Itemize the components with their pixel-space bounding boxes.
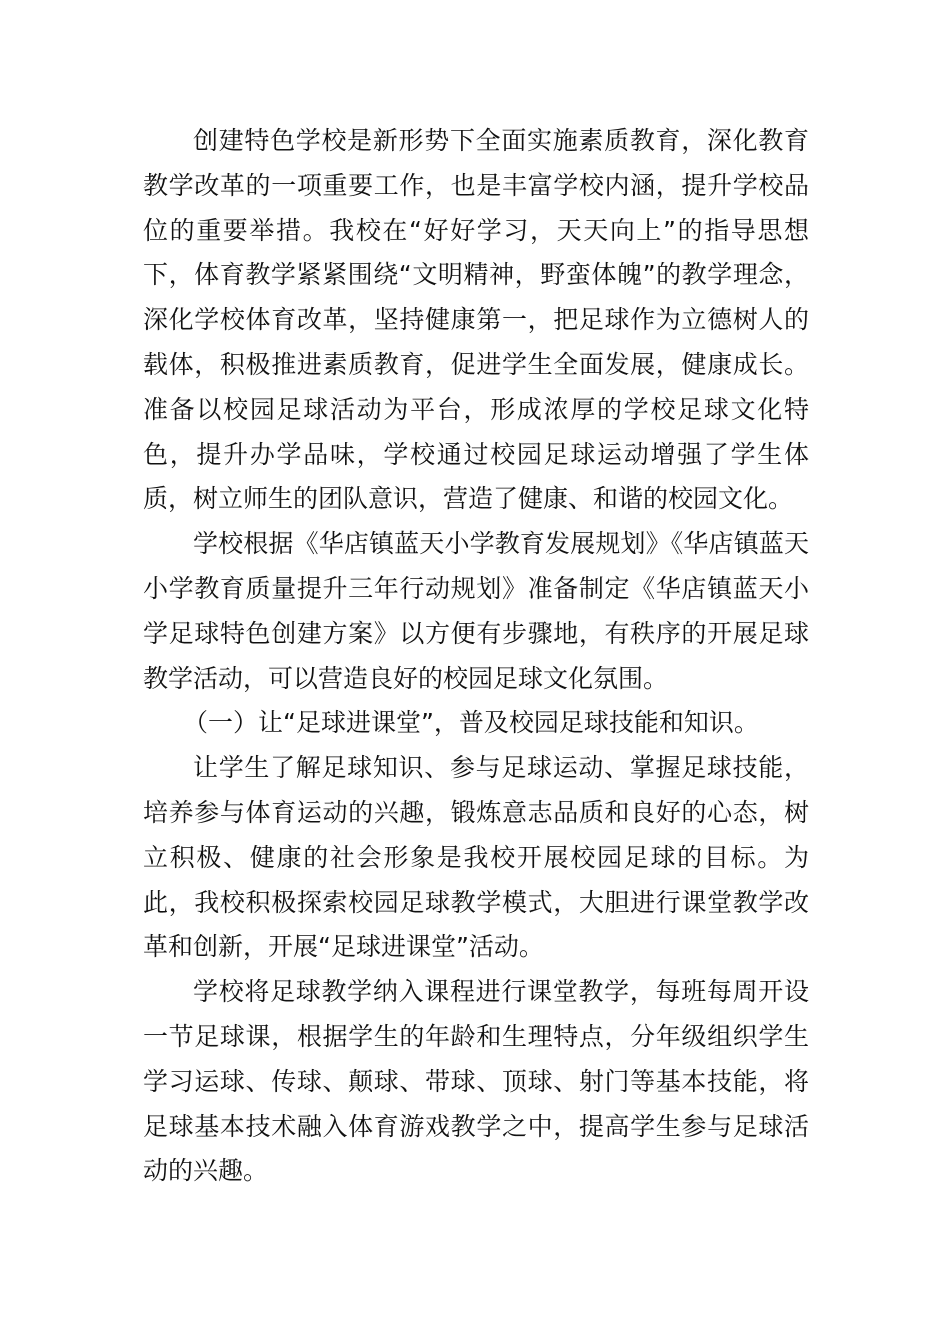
- paragraph-goals: 让学生了解足球知识、参与足球运动、掌握足球技能，培养参与体育运动的兴趣，锻炼意志品质和良好的心态，树立积极、健康的社会形象是我校开展校园足球的目标。为此，我校积极探索校园足球教学模式，大胆进行课堂教学改革和创新，开展“足球进课堂”活动。: [143, 753, 809, 962]
- paragraph-plan: 学校根据《华店镇蓝天小学教育发展规划》《华店镇蓝天小学教育质量提升三年行动规划》准备制定《华店镇蓝天小学足球特色创建方案》以方便有步骤地，有秩序的开展足球教学活动，可以营造良好的校园足球文化氛围。: [143, 529, 809, 693]
- document-body: [143, 119, 809, 1194]
- section-heading: （一）让“足球进课堂”，普及校园足球技能和知识。: [183, 708, 759, 738]
- paragraph-curriculum: 学校将足球教学纳入课程进行课堂教学，每班每周开设一节足球课，根据学生的年龄和生理特点，分年级组织学生学习运球、传球、颠球、带球、顶球、射门等基本技能，将足球基本技术融入体育游戏教学之中，提高学生参与足球活动的兴趣。: [143, 977, 809, 1186]
- paragraph-intro: 创建特色学校是新形势下全面实施素质教育，深化教育教学改革的一项重要工作，也是丰富学校内涵，提升学校品位的重要举措。我校在“好好学习，天天向上”的指导思想下，体育教学紧紧围绕“文明精神，野蛮体魄”的教学理念，深化学校体育改革，坚持健康第一，把足球作为立德树人的载体，积极推进素质教育，促进学生全面发展，健康成长。准备以校园足球活动为平台，形成浓厚的学校足球文化特色，提升办学品味，学校通过校园足球运动增强了学生体质，树立师生的团队意识，营造了健康、和谐的校园文化。: [143, 126, 809, 514]
